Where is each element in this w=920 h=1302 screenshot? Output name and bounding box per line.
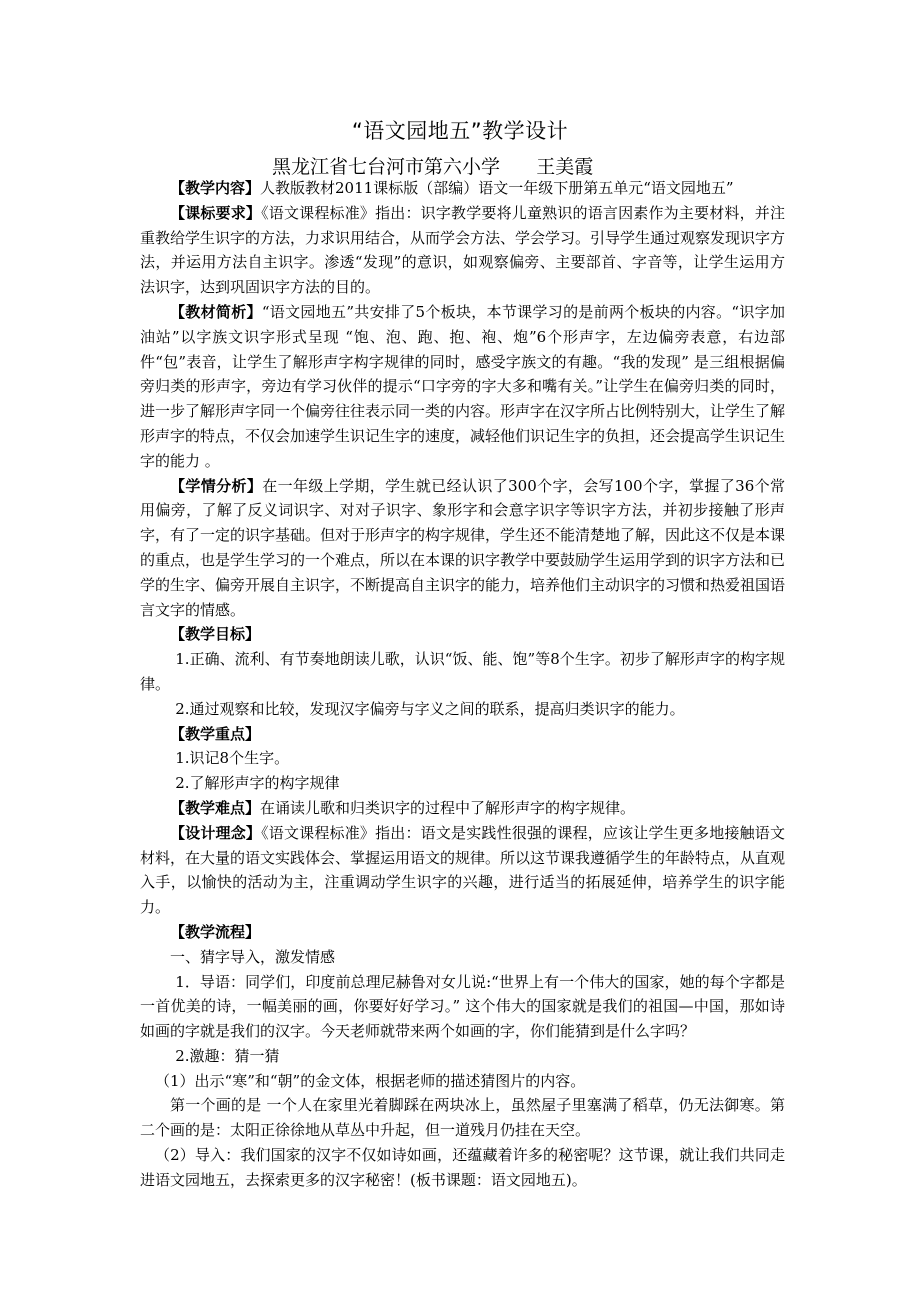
document-body bbox=[140, 176, 785, 1193]
goal-item: 1.正确、流利、有节奏地朗读儿歌，认识“饭、能、饱”等8个生字。初步了解形声字的构字规律。 bbox=[140, 650, 785, 693]
heading-design-concept: 【设计理念】 bbox=[170, 823, 262, 842]
process-interest: 2.激趣：猜一猜 bbox=[175, 1046, 280, 1065]
key-point-item: 1.识记8个生字。 bbox=[175, 749, 290, 768]
process-step-1: 一、猜字导入，激发情感 bbox=[170, 947, 336, 966]
paragraph-design-concept bbox=[140, 821, 785, 920]
text-material-analysis: “语文园地五”共安排了5个板块，本节课学习的是前两个板块的内容。“识字加油站”以字族文识字形式呈现 “饱、泡、跑、抱、袍、炮”6个形声字，左边偏旁表意，右边部件“包”表音，让学生了解形声字构字规律的同时，感受字族文的有趣。“我的发现” 是三组根据偏旁归类的形声字，旁边有学习伙伴的提示“口字旁的字大多和嘴有关。”让学生在偏旁归类的同时，进一步了解形声字同一个偏旁往往表示同一类的内容。形声字在汉字所占比例特别大，让学生了解形声字的特点，不仅会加速学生识记生字的速度，减轻他们识记生字的负担，还会提高学生识记生字的能力 。 bbox=[140, 302, 786, 470]
paragraph-teaching-content bbox=[140, 176, 785, 201]
heading-teaching-goals-label: 【教学目标】 bbox=[170, 625, 261, 644]
heading-curriculum-standard: 【课标要求】 bbox=[170, 203, 262, 222]
key-point-item: 2.了解形声字的构字规律 bbox=[175, 774, 340, 793]
heading-teaching-goals bbox=[140, 622, 785, 647]
text-difficulty: 在诵读儿歌和归类识字的过程中了解形声字的构字规律。 bbox=[260, 798, 636, 817]
process-intro: 1．导语：同学们，印度前总理尼赫鲁对女儿说:“世界上有一个伟大的国家，她的每个字都是一首优美的诗，一幅美丽的画，你要好好学习。” 这个伟大的国家就是我们的祖国—中国，那如诗如画的字就是我们的汉字。今天老师就带来两个如画的字，你们能猜到是什么字吗？ bbox=[140, 972, 785, 1041]
author-line: 黑龙江省七台河市第六小学 王美霞 bbox=[272, 156, 594, 178]
heading-teaching-process-label: 【教学流程】 bbox=[170, 922, 261, 941]
heading-material-analysis: 【教材简析】 bbox=[170, 302, 262, 321]
heading-teaching-process bbox=[140, 920, 785, 945]
paragraph-difficulty bbox=[140, 796, 785, 821]
paragraph-curriculum-standard bbox=[140, 201, 785, 300]
heading-key-points-label: 【教学重点】 bbox=[170, 724, 261, 743]
text-student-analysis: 在一年级上学期，学生就已经认识了300个字，会写100个字，掌握了36个常用偏旁，了解了反义词识字、对对子识字、象形字和会意字识字等识字方法，并初步接触了形声字，有了一定的识字基础。但对于形声字的构字规律，学生还不能清楚地了解，因此这不仅是本课的重点，也是学生学习的一个难点，所以在本课的识字教学中要鼓励学生运用学到的识字方法和已学的生字、偏旁开展自主识字，不断提高自主识字的能力，培养他们主动识字的习惯和热爱祖国语言文字的情感。 bbox=[140, 476, 786, 619]
heading-teaching-content: 【教学内容】 bbox=[170, 179, 261, 197]
heading-student-analysis: 【学情分析】 bbox=[170, 476, 263, 495]
text-curriculum-standard: 《语文课程标准》指出：识字教学要将儿童熟识的语言因素作为主要材料，并注重教给学生识字的方法，力求识用结合，从而学会方法、学会学习。引导学生通过观察发现识字方法，并运用方法自主识字。渗透“发现”的意识，如观察偏旁、主要部首、字音等，让学生运用方法识字，达到巩固识字方法的目的。 bbox=[140, 203, 786, 297]
paragraph-material-analysis bbox=[140, 300, 785, 474]
process-lead: （2）导入：我们国家的汉字不仅如诗如画，还蕴藏着许多的秘密呢？这节课，就让我们共同走进语文园地五，去探索更多的汉字秘密！(板书课题：语文园地五)。 bbox=[140, 1146, 785, 1189]
document-title: “语文园地五”教学设计 bbox=[351, 119, 569, 143]
process-describe: 第一个画的是 一个人在家里光着脚踩在两块冰上，虽然屋子里塞满了稻草，仍无法御寒。第二个画的是：太阳正徐徐地从草丛中升起，但一道残月仍挂在天空。 bbox=[140, 1096, 785, 1140]
process-show: （1）出示“寒”和“朝”的金文体，根据老师的描述猜图片的内容。 bbox=[155, 1071, 586, 1090]
goal-item: 2.通过观察和比较，发现汉字偏旁与字义之间的联系，提高归类识字的能力。 bbox=[175, 699, 685, 718]
text-design-concept: 《语文课程标准》指出：语文是实践性很强的课程，应该让学生更多地接触语文材料，在大量的语文实践体会、掌握运用语文的规律。所以这节课我遵循学生的年龄特点，从直观入手，以愉快的活动为主，注重调动学生识字的兴趣，进行适当的拓展延伸，培养学生的识字能力。 bbox=[140, 823, 786, 917]
paragraph-student-analysis bbox=[140, 474, 785, 623]
heading-difficulty: 【教学难点】 bbox=[170, 798, 261, 817]
text-teaching-content: 人教版教材2011课标版（部编）语文一年级下册第五单元“语文园地五” bbox=[260, 179, 734, 197]
heading-key-points bbox=[140, 722, 785, 747]
